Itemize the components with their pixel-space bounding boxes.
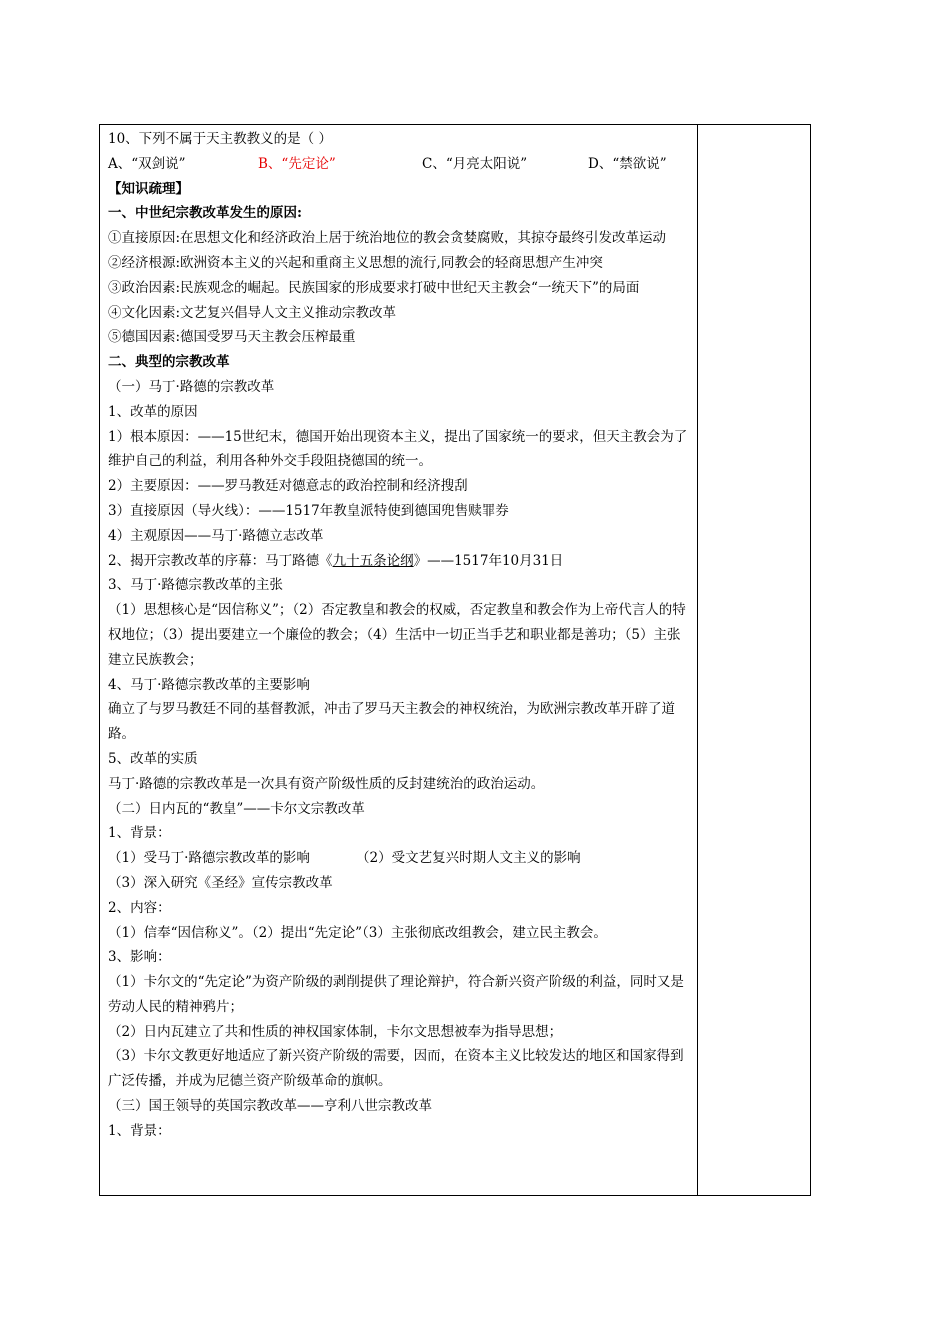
luther-prelude (108, 549, 692, 574)
england-title: （三）国王领导的英国宗教改革——亨利八世宗教改革 (108, 1098, 432, 1115)
luther-cause-2: 2）主要原因：——罗马教廷对德意志的政治控制和经济搜刮 (108, 478, 468, 495)
question-stem: 10、下列不属于天主教教义的是（ ） (108, 131, 332, 147)
luther-impact: 确立了与罗马教廷不同的基督教派，冲击了罗马天主教会的神权统治，为欧洲宗教改革开辟了道路。 (108, 701, 675, 743)
option-b: B、“先定论” (258, 155, 336, 172)
calvin-impact-2: （2）日内瓦建立了共和性质的神权国家体制，卡尔文思想被奉为指导思想； (108, 1023, 563, 1040)
luther-essence: 马丁·路德的宗教改革是一次具有资产阶级性质的反封建统治的政治运动。 (108, 775, 545, 792)
main-content-cell (108, 127, 692, 1144)
calvin-bg-2: （2）受文艺复兴时期人文主义的影响 (356, 850, 581, 867)
part2-heading: 二、典型的宗教改革 (108, 354, 230, 371)
calvin-impact-heading: 3、影响： (108, 949, 171, 966)
calvin-bg-heading: 1、背景： (108, 825, 171, 842)
calvin-content-heading: 2、内容： (108, 899, 171, 916)
part1-item-1: ①直接原因:在思想文化和经济政治上居于统治地位的教会贪婪腐败，其掠夺最终引发改革运动 (108, 230, 667, 247)
part1-item-2: ②经济根源:欧洲资本主义的兴起和重商主义思想的流行,同教会的轻商思想产生冲突 (108, 254, 603, 271)
luther-title: （一）马丁·路德的宗教改革 (108, 378, 275, 395)
calvin-content: （1）信奉“因信称义”。（2）提出“先定论”（3）主张彻底改组教会，建立民主教会。 (108, 924, 607, 941)
part1-item-3: ③政治因素:民族观念的崛起。民族国家的形成要求打破中世纪天主教会“一统天下”的局面 (108, 279, 640, 296)
luther-cause-4: 4）主观原因——马丁·路德立志改革 (108, 527, 324, 544)
luther-claims: （1）思想核心是“因信称义”；（2）否定教皇和教会的权威，否定教皇和教会作为上帝代言人的特权地位；（3）提出要建立一个廉俭的教会；（4）生活中一切正当手艺和职业都是善功；（5）主张建立民族教会； (108, 602, 686, 668)
section-title: 【知识疏理】 (108, 180, 189, 197)
england-bg-heading: 1、背景： (108, 1122, 171, 1139)
calvin-bg-1: （1）受马丁·路德宗教改革的影响 (108, 850, 310, 867)
option-c: C、“月亮太阳说” (422, 155, 528, 172)
luther-claims-heading: 3、马丁·路德宗教改革的主张 (108, 577, 283, 594)
calvin-impact-3: （3）卡尔文教更好地适应了新兴资产阶级的需要，因而，在资本主义比较发达的地区和国家得到广泛传播，并成为尼德兰资产阶级革命的旗帜。 (108, 1048, 684, 1090)
luther-cause-1: 1）根本原因：——15世纪末，德国开始出现资本主义，提出了国家统一的要求，但天主教会为了维护自己的利益，利用各种外交手段阻挠德国的统一。 (108, 428, 688, 470)
luther-prelude-suffix: 》——1517年10月31日 (413, 552, 564, 569)
calvin-bg-row (108, 846, 692, 871)
luther-essence-heading: 5、改革的实质 (108, 750, 198, 767)
luther-cause-heading: 1、改革的原因 (108, 403, 198, 420)
option-a: A、“双剑说” (108, 155, 186, 172)
option-d: D、“禁欲说” (588, 155, 667, 172)
content-table (99, 124, 811, 1196)
calvin-bg-3: （3）深入研究《圣经》宣传宗教改革 (108, 874, 333, 891)
calvin-impact-1: （1）卡尔文的“先定论”为资产阶级的剥削提供了理论辩护，符合新兴资产阶级的利益，同时又是劳动人民的精神鸦片； (108, 974, 684, 1015)
luther-prelude-title: 九十五条论纲 (332, 552, 414, 569)
part1-heading: 一、中世纪宗教改革发生的原因: (108, 205, 302, 222)
calvin-title: （二）日内瓦的“教皇”——卡尔文宗教改革 (108, 800, 365, 817)
luther-impact-heading: 4、马丁·路德宗教改革的主要影响 (108, 676, 310, 693)
part1-item-4: ④文化因素:文艺复兴倡导人文主义推动宗教改革 (108, 304, 397, 321)
question-options (108, 152, 692, 177)
luther-cause-3: 3）直接原因（导火线）：——1517年教皇派特使到德国兜售赎罪券 (108, 502, 509, 519)
notes-column-divider (697, 125, 698, 1195)
luther-prelude-prefix: 2、揭开宗教改革的序幕：马丁路德《 (108, 552, 333, 569)
part1-item-5: ⑤德国因素:德国受罗马天主教会压榨最重 (108, 329, 356, 346)
